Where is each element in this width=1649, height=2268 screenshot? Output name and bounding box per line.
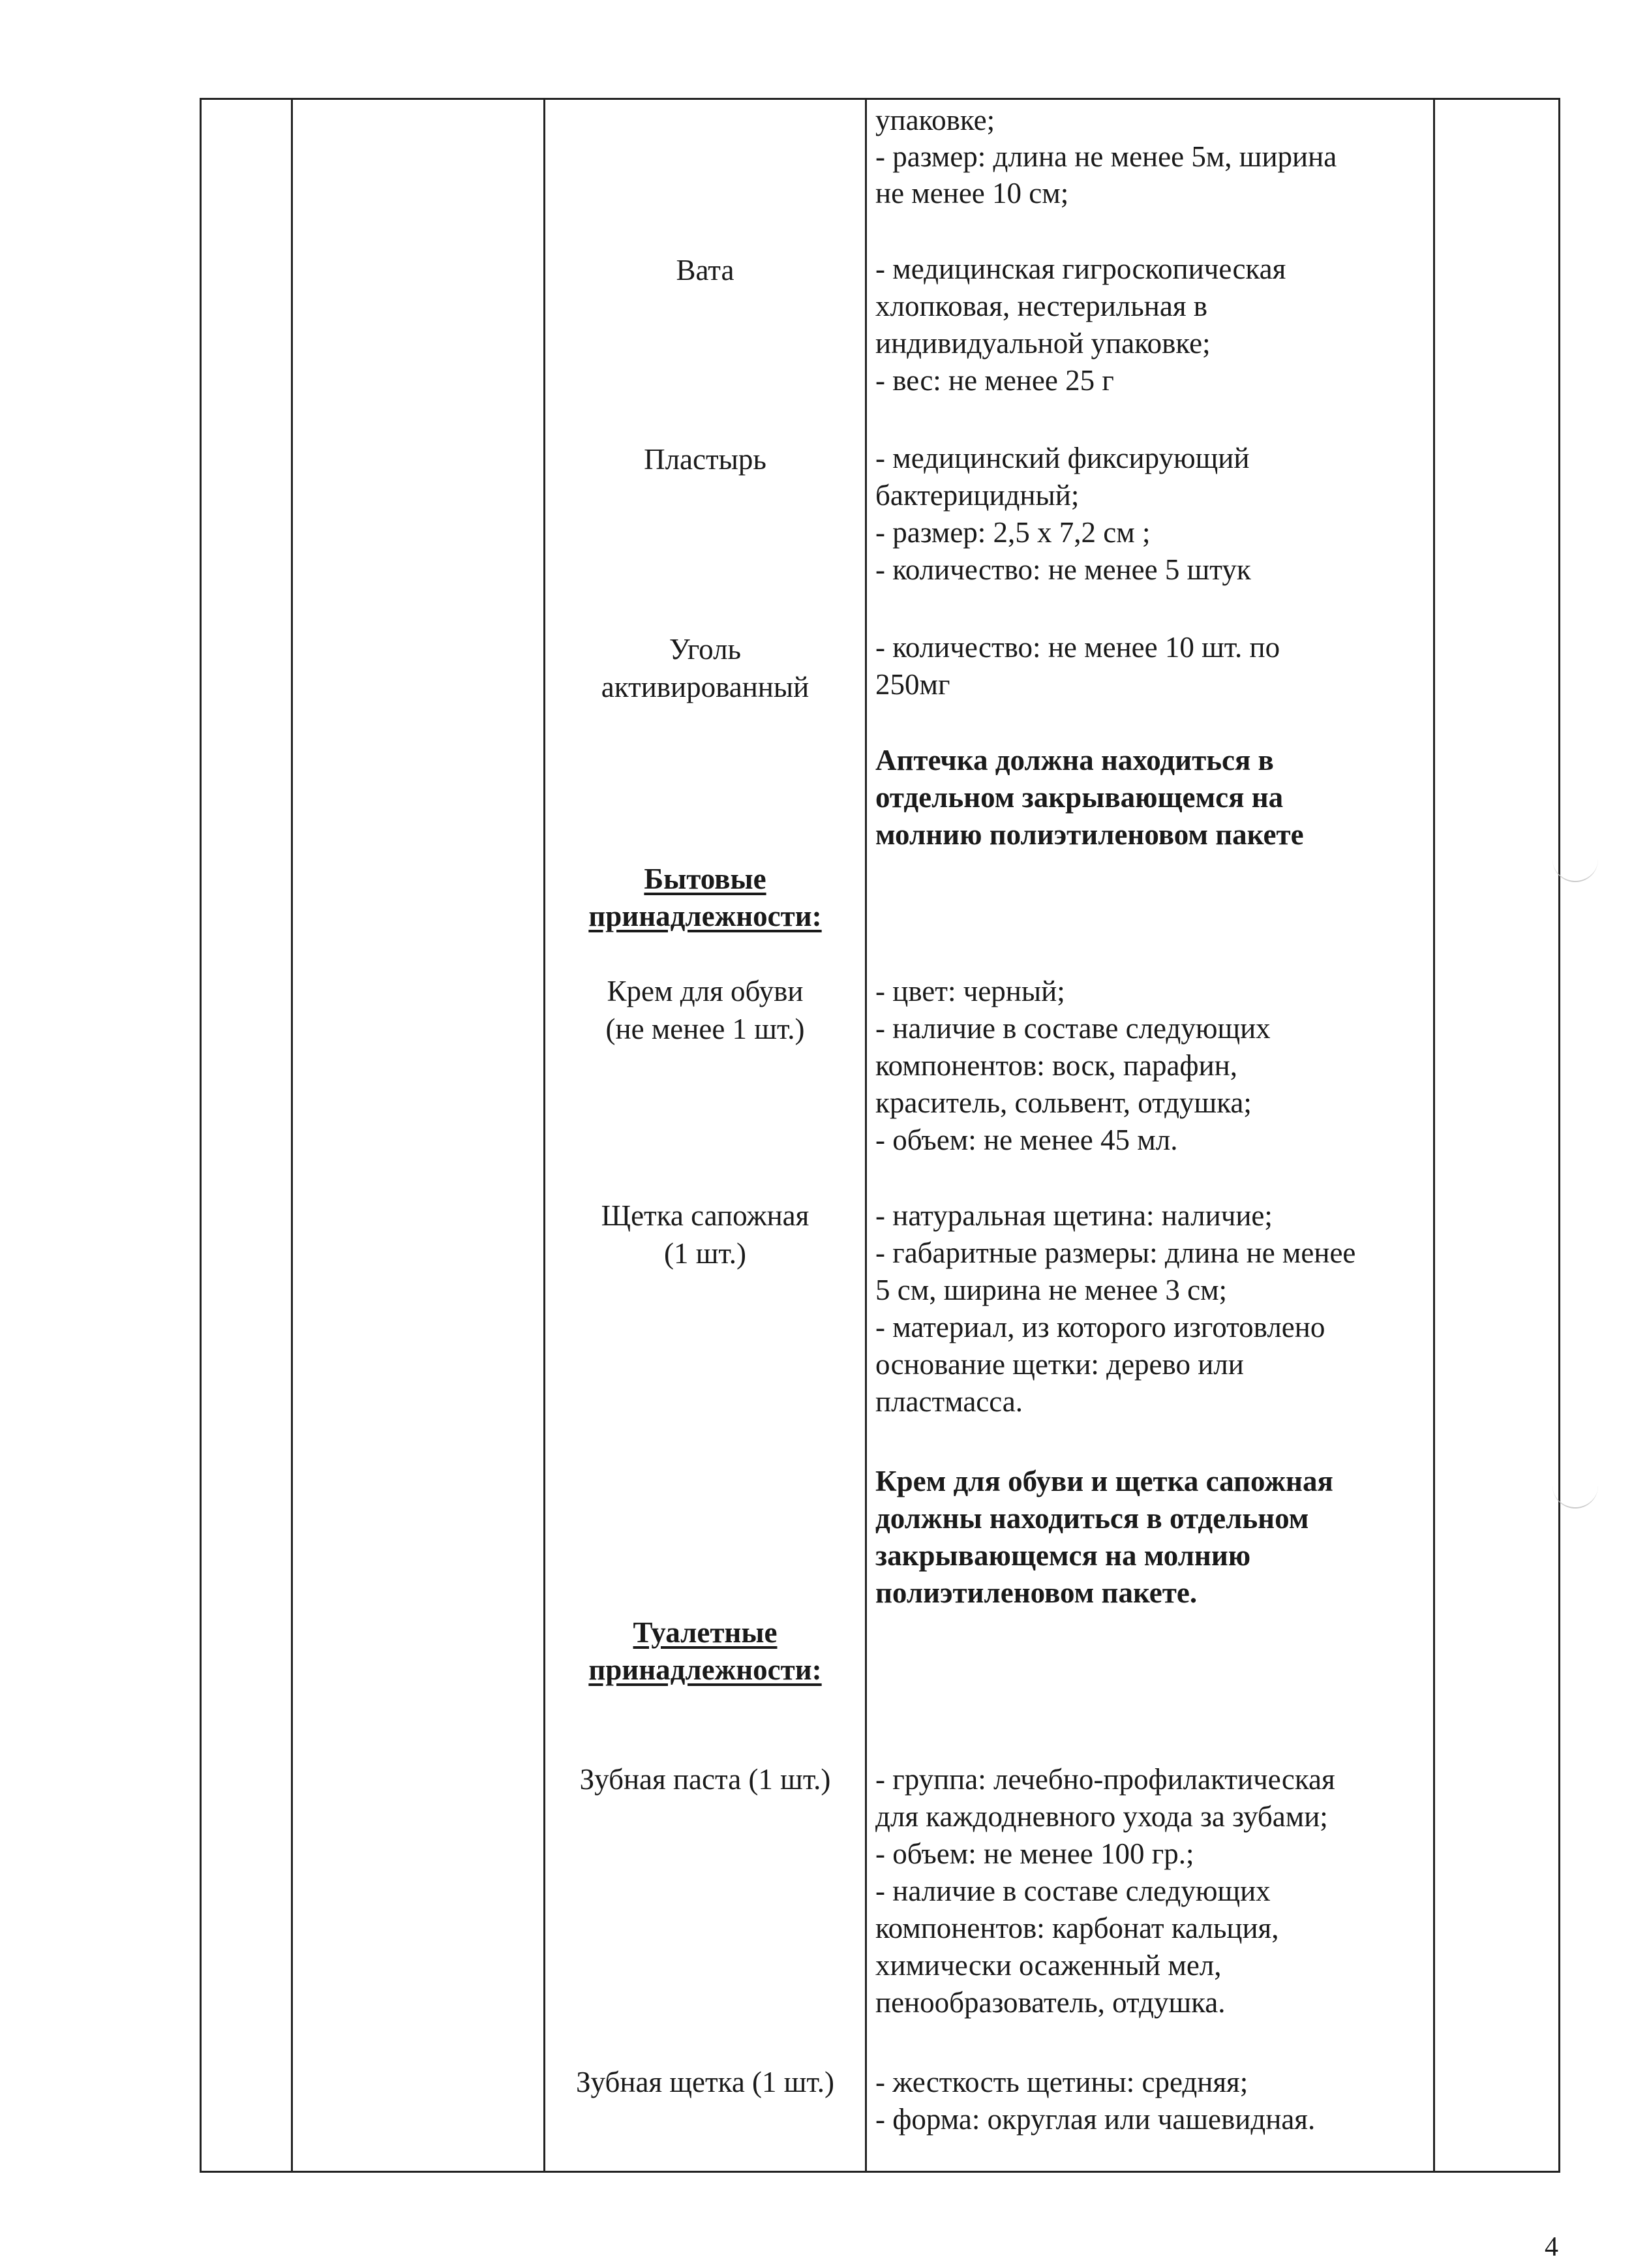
table-bottom-border	[200, 2171, 1560, 2173]
item-desc-line: - цвет: черный;	[875, 975, 1065, 1007]
item-desc-line: химически осаженный мел,	[875, 1949, 1222, 1982]
item-desc-line: компонентов: воск, парафин,	[875, 1049, 1237, 1082]
item-desc-line: бактерицидный;	[875, 479, 1080, 512]
item-name-ugol: активированный	[601, 671, 809, 703]
intro-line: - размер: длина не менее 5м, ширина	[875, 140, 1337, 173]
item-name-zubshchetka: Зубная щетка (1 шт.)	[576, 2066, 834, 2098]
table-col-border-6	[1558, 98, 1560, 2173]
item-desc-line: - группа: лечебно-профилактическая	[875, 1763, 1335, 1796]
item-desc-line: 5 см, ширина не менее 3 см;	[875, 1274, 1228, 1306]
item-name-ugol: Уголь	[669, 633, 742, 666]
note-first-aid-bag: Аптечка должна находиться в	[875, 744, 1274, 776]
item-desc-line: - материал, из которого изготовлено	[875, 1311, 1325, 1343]
item-desc-line: пластмасса.	[875, 1385, 1023, 1418]
intro-line: упаковке;	[875, 104, 995, 136]
item-desc-line: хлопковая, нестерильная в	[875, 290, 1208, 322]
note-shoe-care-bag: должны находиться в отдельном	[875, 1502, 1309, 1535]
table-col-border-4	[865, 98, 867, 2173]
item-desc-line: - размер: 2,5 х 7,2 см ;	[875, 516, 1151, 549]
note-shoe-care-bag: Крем для обуви и щетка сапожная	[875, 1465, 1333, 1497]
table-top-border	[200, 98, 1560, 100]
item-name-pasta: Зубная паста (1 шт.)	[579, 1763, 831, 1796]
table-col-border-5	[1433, 98, 1435, 2173]
item-desc-line: индивидуальной упаковке;	[875, 327, 1211, 360]
item-name-vata: Вата	[676, 254, 734, 286]
note-shoe-care-bag: полиэтиленовом пакете.	[875, 1576, 1198, 1609]
note-first-aid-bag: отдельном закрывающемся на	[875, 781, 1284, 814]
note-first-aid-bag: молнию полиэтиленовом пакете	[875, 818, 1304, 851]
punch-hole-mark	[1552, 1468, 1598, 1509]
item-name-shchetka: (1 шт.)	[664, 1237, 746, 1270]
item-desc-line: компонентов: карбонат кальция,	[875, 1912, 1279, 1944]
item-desc-line: - наличие в составе следующих	[875, 1012, 1271, 1045]
item-desc-line: - медицинская гигроскопическая	[875, 253, 1286, 285]
item-name-shchetka: Щетка сапожная	[601, 1199, 809, 1232]
item-desc-line: - форма: округлая или чашевидная.	[875, 2103, 1316, 2136]
table-col-border-2	[291, 98, 293, 2173]
item-desc-line: пенообразователь, отдушка.	[875, 1986, 1226, 2019]
item-desc-line: - наличие в составе следующих	[875, 1875, 1271, 1907]
punch-hole-mark	[1552, 842, 1598, 882]
item-desc-line: - медицинский фиксирующий	[875, 442, 1250, 474]
intro-line: не менее 10 см;	[875, 177, 1069, 209]
item-name-plastyr: Пластырь	[644, 443, 766, 476]
item-desc-line: - габаритные размеры: длина не менее	[875, 1236, 1356, 1269]
item-desc-line: для каждодневного ухода за зубами;	[875, 1800, 1328, 1833]
item-desc-line: - количество: не менее 5 штук	[875, 553, 1251, 586]
section-heading-toiletries: Туалетные	[633, 1616, 778, 1649]
item-desc-line: - объем: не менее 100 гр.;	[875, 1837, 1194, 1870]
table-col-border-1	[200, 98, 202, 2173]
item-name-krem: Крем для обуви	[607, 975, 804, 1007]
item-name-krem: (не менее 1 шт.)	[605, 1013, 805, 1045]
note-shoe-care-bag: закрывающемся на молнию	[875, 1539, 1251, 1572]
item-desc-line: основание щетки: дерево или	[875, 1348, 1244, 1381]
item-desc-line: 250мг	[875, 668, 950, 701]
section-heading-household: Бытовые	[644, 863, 766, 895]
item-desc-line: - жесткость щетины: средняя;	[875, 2066, 1248, 2098]
item-desc-line: - количество: не менее 10 шт. по	[875, 631, 1280, 664]
section-heading-toiletries: принадлежности:	[588, 1653, 822, 1686]
item-desc-line: - натуральная щетина: наличие;	[875, 1199, 1273, 1232]
section-heading-household: принадлежности:	[588, 900, 822, 932]
item-desc-line: краситель, сольвент, отдушка;	[875, 1086, 1252, 1119]
table-col-border-3	[543, 98, 545, 2173]
item-desc-line: - объем: не менее 45 мл.	[875, 1124, 1178, 1156]
item-desc-line: - вес: не менее 25 г	[875, 364, 1114, 397]
page-number: 4	[1545, 2232, 1558, 2262]
